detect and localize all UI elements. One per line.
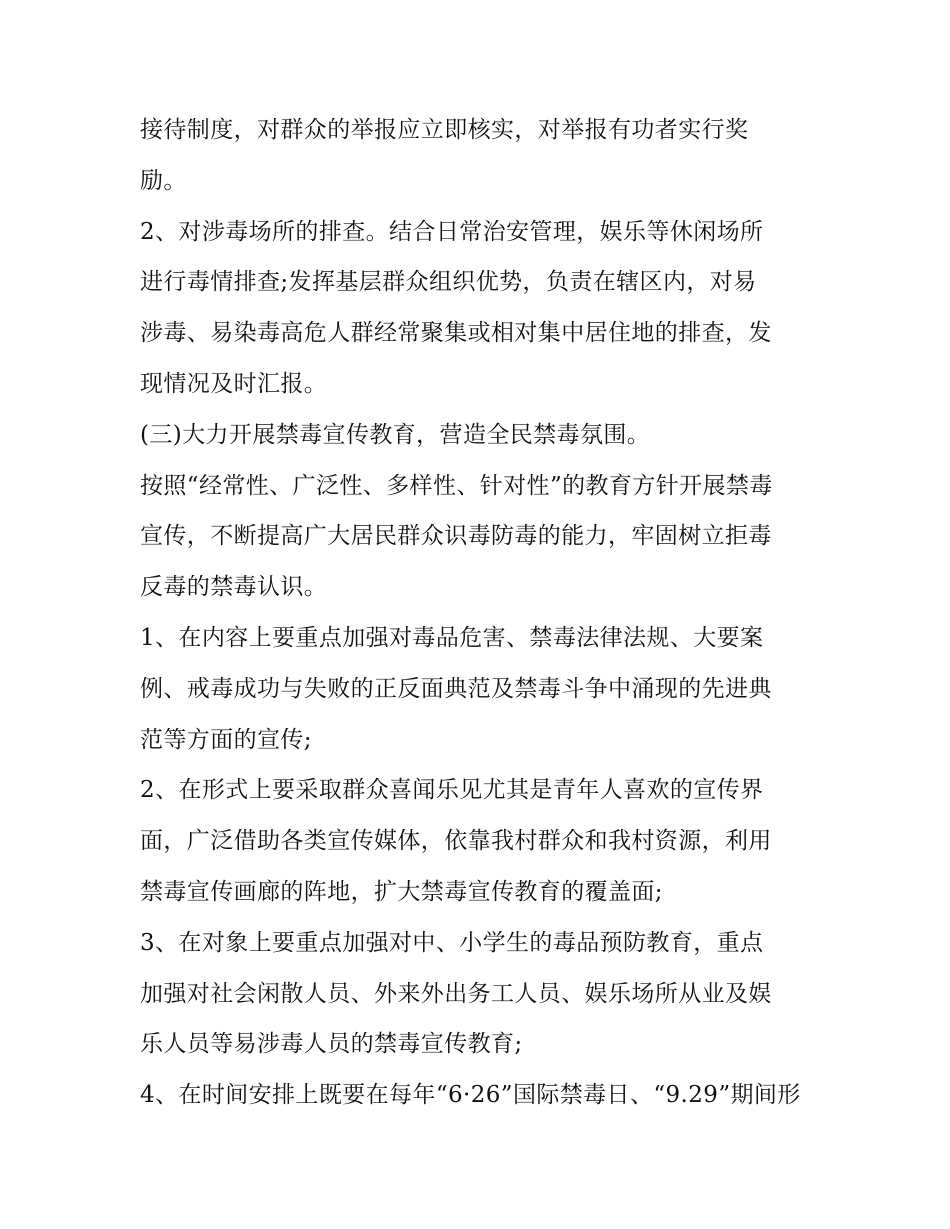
text-line: 励。 — [140, 167, 187, 194]
text-line: 3、在对象上要重点加强对中、小学生的毒品预防教育，重点 — [140, 929, 764, 956]
text-line: 加强对社会闲散人员、外来外出务工人员、娱乐场所从业及娱 — [140, 980, 772, 1007]
text-line: 禁毒宣传画廊的阵地，扩大禁毒宣传教育的覆盖面; — [140, 878, 663, 905]
text-line: 例、戒毒成功与失败的正反面典范及禁毒斗争中涌现的先进典 — [140, 675, 772, 702]
text-line: 4、在时间安排上既要在每年“6·26”国际禁毒日、“9.29”期间形 — [140, 1082, 801, 1109]
text-line: 进行毒情排查;发挥基层群众组织优势，负责在辖区内，对易 — [140, 269, 757, 296]
text-line: 2、对涉毒场所的排查。结合日常治安管理，娱乐等休闲场所 — [140, 218, 764, 245]
text-line: 涉毒、易染毒高危人群经常聚集或相对集中居住地的排查，发 — [140, 320, 772, 347]
text-line: 乐人员等易涉毒人员的禁毒宣传教育; — [140, 1031, 523, 1058]
text-line: 面，广泛借助各类宣传媒体，依靠我村群众和我村资源，利用 — [140, 828, 772, 855]
text-line: 反毒的禁毒认识。 — [140, 574, 328, 601]
text-line: 1、在内容上要重点加强对毒品危害、禁毒法律法规、大要案 — [140, 624, 764, 651]
text-line: 现情况及时汇报。 — [140, 370, 328, 397]
text-line: 宣传，不断提高广大居民群众识毒防毒的能力，牢固树立拒毒 — [140, 523, 772, 550]
text-line: 范等方面的宣传; — [140, 726, 312, 753]
text-line: 接待制度，对群众的举报应立即核实，对举报有功者实行奖 — [140, 117, 749, 143]
document-body — [140, 105, 820, 1121]
text-line: 按照“经常性、广泛性、多样性、针对性”的教育方针开展禁毒 — [140, 472, 773, 499]
section-heading: (三)大力开展禁毒宣传教育，营造全民禁毒氛围。 — [140, 421, 651, 448]
text-line: 2、在形式上要采取群众喜闻乐见尤其是青年人喜欢的宣传界 — [140, 777, 764, 804]
